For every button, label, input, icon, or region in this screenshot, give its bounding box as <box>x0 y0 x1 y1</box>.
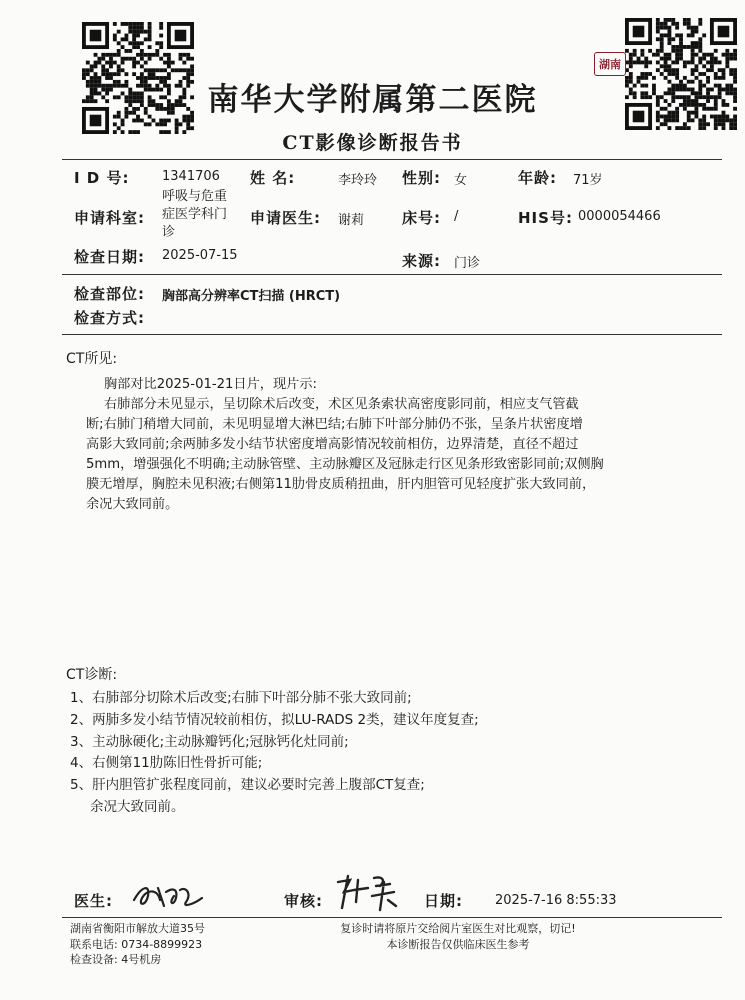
findings-line: 膜无增厚，胸腔未见积液;右侧第11肋骨皮质稍扭曲，肝内胆管可见轻度扩张大致同前， <box>86 477 596 492</box>
findings-line: 胸部对比2025-01-21日片，现片示: <box>104 377 317 392</box>
exam-part-value: 胸部高分辨率CT扫描 (HRCT) <box>162 289 341 304</box>
footer-address: 湖南省衡阳市解放大道35号 <box>70 922 205 935</box>
diagnosis-text <box>70 688 690 819</box>
diagnosis-item: 5、肝内胆管扩张程度同前，建议必要时完善上腹部CT复查; <box>70 777 425 794</box>
diagnosis-item: 1、右肺部分切除术后改变;右肺下叶部分肺不张大致同前; <box>70 690 412 706</box>
hospital-name: 南华大学附属第二医院 <box>207 82 538 118</box>
sign-date-label: 日期: <box>424 892 463 910</box>
date-label: 检查日期: <box>74 248 145 266</box>
age-label: 年龄: <box>518 169 557 187</box>
diagnosis-item: 余况大致同前。 <box>90 798 185 815</box>
divider-top <box>62 159 722 160</box>
divider-patient <box>62 274 722 275</box>
id-value: 1341706 <box>162 169 220 184</box>
sex-value: 女 <box>454 173 468 188</box>
findings-line: 高影大致同前;余两肺多发小结节状密度增高影情况较前相仿，边界清楚，直径不超过 <box>86 437 579 452</box>
red-stamp: 湖南 <box>594 52 626 76</box>
footer-note-2: 本诊断报告仅供临床医生参考 <box>386 937 530 951</box>
bed-label: 床号: <box>402 209 441 227</box>
divider-footer <box>62 917 722 918</box>
findings-label: CT所见: <box>66 351 118 367</box>
source-label: 来源: <box>402 252 441 270</box>
findings-line: 断;右肺门稍增大同前，未见明显增大淋巴结;右肺下叶部分肺仍不张，呈条片状密度增 <box>86 417 583 432</box>
findings-line: 5mm，增强强化不明确;主动脉管壁、主动脉瓣区及冠脉走行区见条形致密影同前;双侧胸 <box>86 457 604 472</box>
diagnosis-label: CT诊断: <box>66 667 118 683</box>
dept-label: 申请科室: <box>74 209 145 227</box>
dept-line: 症医学科门 <box>162 207 228 222</box>
report-title: CT影像诊断报告书 <box>282 132 463 154</box>
diagnosis-item: 4、右侧第11肋陈旧性骨折可能; <box>70 755 263 772</box>
diagnosis-item: 2、两肺多发小结节情况较前相仿，拟LU-RADS 2类，建议年度复查; <box>70 711 479 728</box>
his-value: 0000054466 <box>578 209 661 224</box>
footer-device: 检查设备: 4号机房 <box>70 953 162 966</box>
id-label: I D 号: <box>74 169 130 187</box>
findings-text <box>86 375 686 515</box>
dept-value <box>162 188 227 242</box>
divider-exam <box>62 334 722 335</box>
findings-line: 余况大致同前。 <box>86 497 179 512</box>
source-value: 门诊 <box>454 256 481 271</box>
footer-notes <box>328 921 588 952</box>
sign-date-value: 2025-7-16 8:55:33 <box>495 893 617 908</box>
bed-value: / <box>454 209 459 224</box>
dept-line: 诊 <box>162 225 176 240</box>
doctor-label: 申请医生: <box>250 209 321 227</box>
age-value: 71岁 <box>573 173 603 188</box>
name-value: 李玲玲 <box>338 173 378 188</box>
date-value: 2025-07-15 <box>162 248 238 263</box>
exam-method-label: 检查方式: <box>74 309 145 327</box>
diagnosis-item: 3、主动脉硬化;主动脉瓣钙化;冠脉钙化灶同前; <box>70 733 349 750</box>
dept-line: 呼吸与危重 <box>162 189 228 204</box>
sex-label: 性别: <box>402 169 441 187</box>
footer-note-1: 复诊时请将原片交给阅片室医生对比观察，切记! <box>340 922 576 935</box>
exam-part-label: 检查部位: <box>74 285 145 303</box>
doctor-sign-label: 医生: <box>74 892 113 910</box>
footer-left <box>70 921 205 968</box>
doctor-signature-icon <box>128 876 208 912</box>
findings-line: 右肺部分未见显示，呈切除术后改变，术区见条索状高密度影同前，相应支气管截 <box>104 397 579 412</box>
footer-phone: 联系电话: 0734-8899923 <box>70 937 203 951</box>
doctor-value: 谢莉 <box>338 213 365 228</box>
reviewer-signature-icon <box>334 872 404 914</box>
his-label: HIS号: <box>518 209 573 227</box>
reviewer-label: 审核: <box>284 892 323 910</box>
name-label: 姓 名: <box>250 169 296 187</box>
